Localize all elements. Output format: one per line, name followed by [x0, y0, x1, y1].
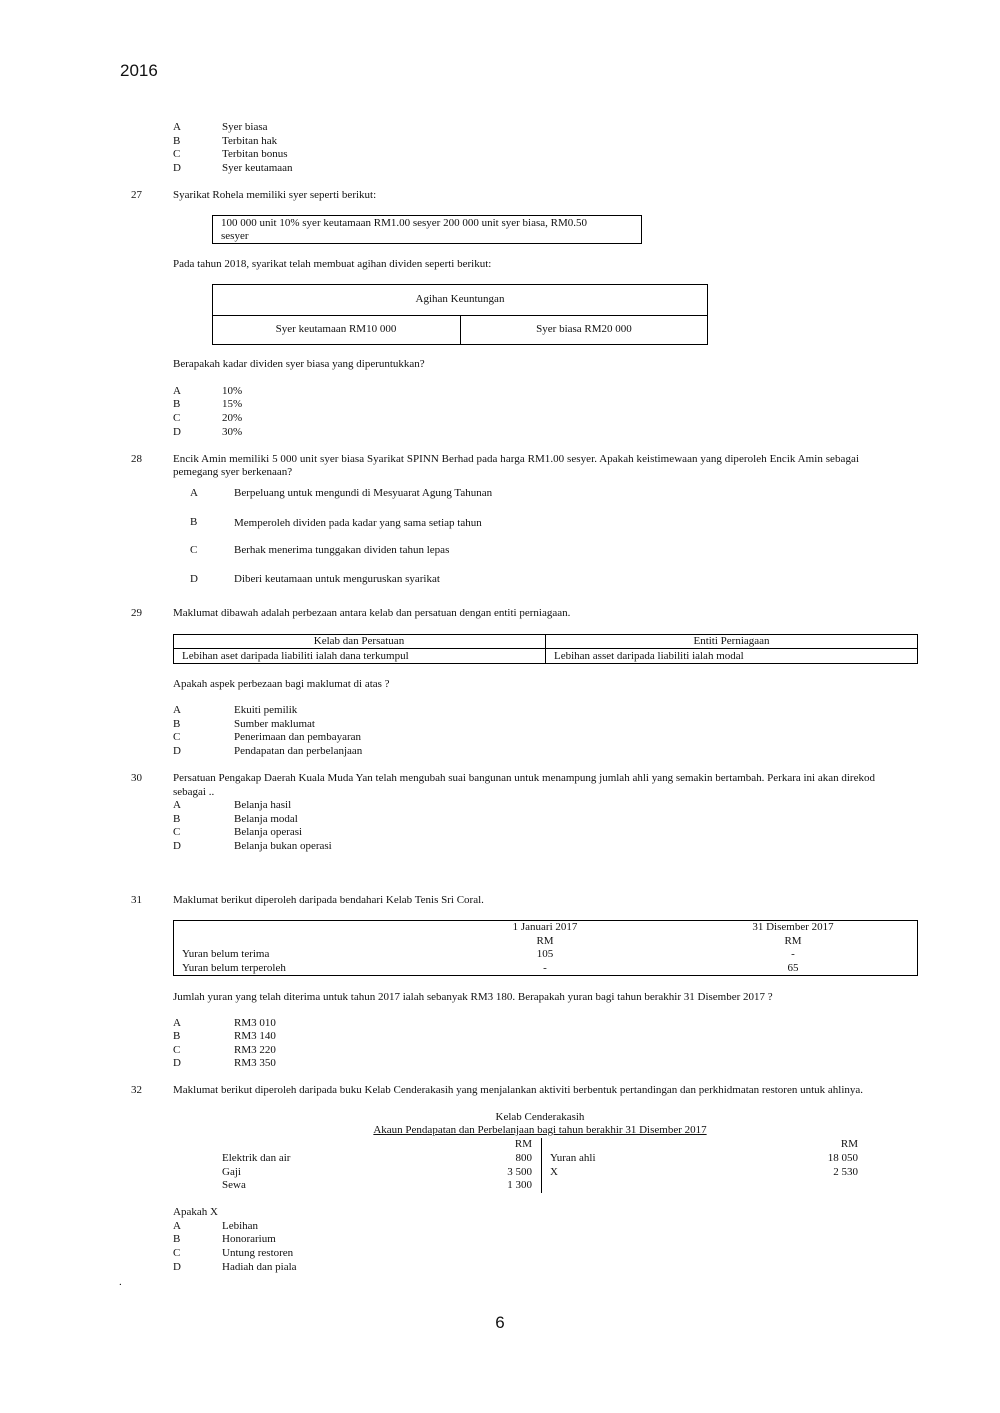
q28-number: 28 — [131, 453, 142, 465]
q26-option-d-letter: D — [173, 162, 181, 174]
q31-option-d-text: RM3 350 — [234, 1057, 276, 1069]
q32-question: Apakah X — [173, 1206, 218, 1218]
q32-option-d-text: Hadiah dan piala — [222, 1261, 297, 1273]
q28-stem-line2: pemegang syer berkenaan? — [173, 466, 293, 478]
q29-option-b-letter: B — [173, 718, 181, 730]
q32-left-unit: RM — [514, 1138, 532, 1150]
q30-stem-line1: Persatuan Pengakap Daerah Kuala Muda Yan telah mengubah suai bangunan untuk menampung jumlah ahli yang semakin bertambah. Perkara ini akan direkod — [173, 772, 875, 784]
q29-question: Apakah aspek perbezaan bagi maklumat di atas ? — [173, 678, 390, 690]
q31-option-a-text: RM3 010 — [234, 1017, 276, 1029]
q31-number: 31 — [131, 894, 142, 906]
q31-option-c-text: RM3 220 — [234, 1044, 276, 1056]
q28-stem-line1: Encik Amin memiliki 5 000 unit syer biasa Syarikat SPINN Berhad pada harga RM1.00 sesyer. Apakah keistimewaan yang diperoleh Encik Amin sebagai — [173, 453, 860, 465]
q32-left-row1-value: 800 — [515, 1152, 532, 1164]
q28-option-c-text: Berhak menerima tunggakan dividen tahun lepas — [234, 544, 450, 556]
q31-col2-unit: RM — [784, 935, 802, 947]
q30-option-d-text: Belanja bukan operasi — [234, 840, 332, 852]
q29-option-d-letter: D — [173, 745, 181, 757]
q29-option-a-letter: A — [173, 704, 181, 716]
q31-row2-v2: 65 — [787, 962, 799, 974]
q30-option-b-letter: B — [173, 813, 181, 825]
q27-question: Berapakah kadar dividen syer biasa yang diperuntukkan? — [173, 358, 425, 370]
q32-option-b-text: Honorarium — [222, 1233, 276, 1245]
q32-option-b-letter: B — [173, 1233, 181, 1245]
q32-option-a-text: Lebihan — [222, 1220, 259, 1232]
q31-row1-label: Yuran belum terima — [182, 948, 270, 960]
q30-option-c-letter: C — [173, 826, 181, 838]
q32-right-unit: RM — [840, 1138, 858, 1150]
q31-row1-v2: - — [791, 948, 795, 960]
q32-t-account-divider — [541, 1138, 542, 1193]
q27-option-c-text: 20% — [222, 412, 243, 424]
q31-option-a-letter: A — [173, 1017, 181, 1029]
q31-question: Jumlah yuran yang telah diterima untuk tahun 2017 ialah sebanyak RM3 180. Berapakah yuran bagi tahun berakhir 31 Disember 2017 ? — [173, 991, 773, 1003]
q29-option-c-text: Penerimaan dan pembayaran — [234, 731, 362, 743]
q30-stem-line2: sebagai .. — [173, 786, 215, 798]
q30-option-c-text: Belanja operasi — [234, 826, 303, 838]
q29-number: 29 — [131, 607, 142, 619]
q27-option-c-letter: C — [173, 412, 181, 424]
q32-option-a-letter: A — [173, 1220, 181, 1232]
q32-left-row2-label: Gaji — [222, 1166, 241, 1178]
q31-col2-header: 31 Disember 2017 — [752, 921, 834, 933]
header-year: 2016 — [120, 61, 158, 80]
q31-option-d-letter: D — [173, 1057, 181, 1069]
q32-option-c-letter: C — [173, 1247, 181, 1259]
q32-left-row3-label: Sewa — [222, 1179, 246, 1191]
q32-number: 32 — [131, 1084, 142, 1096]
q27-pre-table: Pada tahun 2018, syarikat telah membuat agihan dividen seperti berikut: — [173, 258, 492, 270]
q26-option-b-text: Terbitan hak — [222, 135, 278, 147]
q29-option-a-text: Ekuiti pemilik — [234, 704, 298, 716]
q30-option-a-text: Belanja hasil — [234, 799, 292, 811]
q27-option-d-letter: D — [173, 426, 181, 438]
q31-row1-v1: 105 — [536, 948, 554, 960]
q31-option-c-letter: C — [173, 1044, 181, 1056]
q26-option-d-text: Syer keutamaan — [222, 162, 293, 174]
q26-option-a-text: Syer biasa — [222, 121, 268, 133]
q30-option-a-letter: A — [173, 799, 181, 811]
q30-option-d-letter: D — [173, 840, 181, 852]
q27-option-b-letter: B — [173, 398, 181, 410]
q27-stem: Syarikat Rohela memiliki syer seperti berikut: — [173, 189, 377, 201]
q29-col2-value: Lebihan asset daripada liabiliti ialah modal — [554, 650, 744, 662]
q32-right-row1-label: Yuran ahli — [550, 1152, 596, 1164]
q27-option-b-text: 15% — [222, 398, 243, 410]
q31-row2-v1: - — [543, 962, 547, 974]
q32-left-row1-label: Elektrik dan air — [222, 1152, 291, 1164]
q28-option-b-letter: B — [190, 516, 198, 528]
q29-stem: Maklumat dibawah adalah perbezaan antara kelab dan persatuan dengan entiti perniagaan. — [173, 607, 571, 619]
q26-option-b-letter: B — [173, 135, 181, 147]
page-number: 6 — [495, 1313, 505, 1332]
q26-option-c-letter: C — [173, 148, 181, 160]
q29-col1-value: Lebihan aset daripada liabiliti ialah dana terkumpul — [182, 650, 409, 662]
q27-number: 27 — [131, 189, 142, 201]
footer-dot: . — [119, 1276, 122, 1288]
q27-table-left: Syer keutamaan RM10 000 — [275, 323, 397, 335]
q29-option-c-letter: C — [173, 731, 181, 743]
q32-right-row2-value: 2 530 — [833, 1166, 858, 1178]
q31-col1-unit: RM — [536, 935, 554, 947]
q28-option-b-text: Memperoleh dividen pada kadar yang sama setiap tahun — [234, 517, 482, 529]
q27-box-line2: sesyer — [221, 230, 249, 242]
q29-col1-header: Kelab dan Persatuan — [313, 635, 405, 647]
q30-number: 30 — [131, 772, 142, 784]
q28-option-c-letter: C — [190, 544, 198, 556]
q27-option-a-text: 10% — [222, 385, 243, 397]
q31-option-b-letter: B — [173, 1030, 181, 1042]
q29-col2-header: Entiti Perniagaan — [693, 635, 770, 647]
q32-right-row1-value: 18 050 — [827, 1152, 858, 1164]
q27-table-header: Agihan Keuntungan — [415, 293, 505, 305]
q32-left-row3-value: 1 300 — [507, 1179, 532, 1191]
q27-table-right: Syer biasa RM20 000 — [536, 323, 632, 335]
q31-option-b-text: RM3 140 — [234, 1030, 276, 1042]
q27-option-d-text: 30% — [222, 426, 243, 438]
q32-account-title: Kelab Cenderakasih — [495, 1111, 585, 1123]
q29-option-d-text: Pendapatan dan perbelanjaan — [234, 745, 363, 757]
q28-option-a-text: Berpeluang untuk mengundi di Mesyuarat Agung Tahunan — [234, 487, 493, 499]
q32-option-d-letter: D — [173, 1261, 181, 1273]
q32-account-subtitle: Akaun Pendapatan dan Perbelanjaan bagi tahun berakhir 31 Disember 2017 — [373, 1124, 707, 1136]
q29-option-b-text: Sumber maklumat — [234, 718, 315, 730]
q32-option-c-text: Untung restoren — [222, 1247, 294, 1259]
q26-option-a-letter: A — [173, 121, 181, 133]
q28-option-d-text: Diberi keutamaan untuk menguruskan syarikat — [234, 573, 440, 585]
q32-right-row2-label: X — [550, 1166, 558, 1178]
q31-row2-label: Yuran belum terperoleh — [182, 962, 286, 974]
q30-option-b-text: Belanja modal — [234, 813, 298, 825]
q28-option-a-letter: A — [190, 487, 198, 499]
q31-col1-header: 1 Januari 2017 — [512, 921, 578, 933]
q26-option-c-text: Terbitan bonus — [222, 148, 288, 160]
q27-box-line1: 100 000 unit 10% syer keutamaan RM1.00 sesyer 200 000 unit syer biasa, RM0.50 — [221, 217, 588, 229]
q32-left-row2-value: 3 500 — [507, 1166, 532, 1178]
q32-stem: Maklumat berikut diperoleh daripada buku Kelab Cenderakasih yang menjalankan aktiviti berbentuk pertandingan dan perkhidmatan restoren untuk ahlinya. — [173, 1084, 864, 1096]
q27-option-a-letter: A — [173, 385, 181, 397]
q28-option-d-letter: D — [190, 573, 198, 585]
q31-stem: Maklumat berikut diperoleh daripada bendahari Kelab Tenis Sri Coral. — [173, 894, 484, 906]
